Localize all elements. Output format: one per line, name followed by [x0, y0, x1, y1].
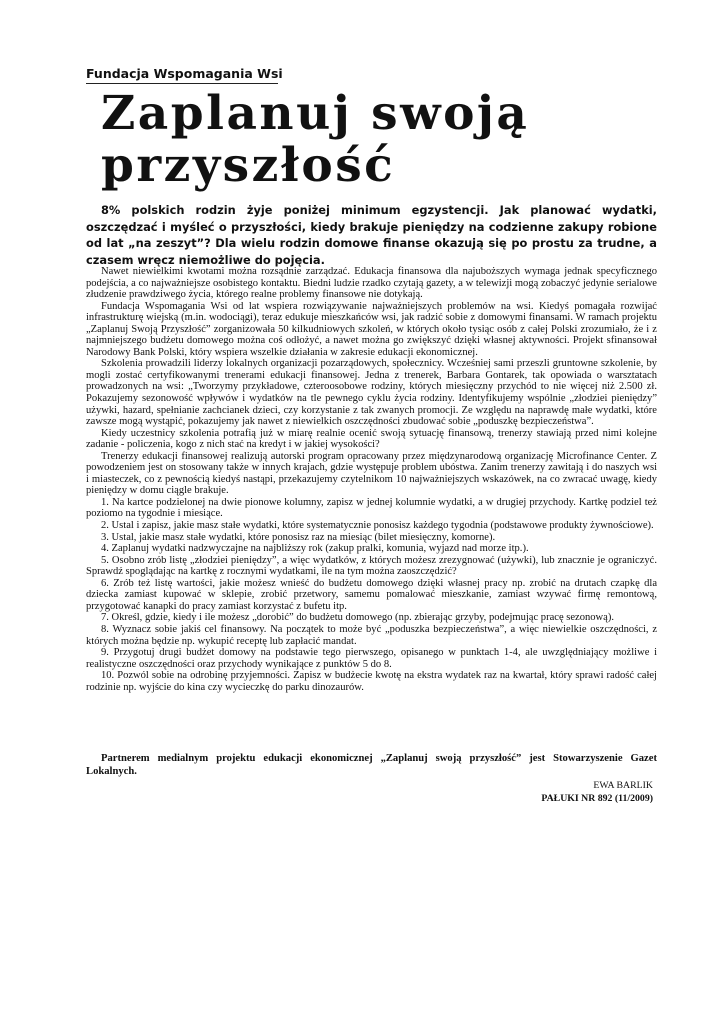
title-line-1: Zaplanuj swoją — [101, 86, 530, 141]
body-paragraph: Fundacja Wspomagania Wsi od lat wspiera rozwiązywanie najważniejszych problemów na wsi. Kiedyś pomagała rozwijać infrastrukturę wiejską (m.in. wodociągi), teraz edukuje mieszkańców wsi, jak radzić sobie z domowymi finansami. W ramach projektu „Zaplanuj Swoją Przyszłość” zorganizowała 50 kilkudniowych szkoleń, w których około tysiąc osób z całej Polski zrozumiało, że i z najmniejszego budżetu domowego można coś odłożyć, a nawet można go zwiększyć dzięki własnej aktywności. Projekt sfinansował Narodowy Bank Polski, który wspiera wszelkie działania w zakresie edukacji ekonomicznej. — [86, 300, 657, 358]
tip-item: 10. Pozwól sobie na odrobinę przyjemności. Zapisz w budżecie kwotę na ekstra wydatek raz na kwartał, który sprawi radość całej rodzinie np. wyjście do kina czy wycieczkę do parku dinozaurów. — [86, 670, 657, 693]
tip-item: 4. Zaplanuj wydatki nadzwyczajne na najbliższy rok (zakup pralki, komunia, wyjazd nad morze itp.). — [101, 543, 529, 555]
tip-item: 2. Ustal i zapisz, jakie masz stałe wydatki, które systematycznie ponosisz każdego tygodnia (podstawowe produkty żywnościowe). — [101, 520, 654, 532]
tip-item: 7. Określ, gdzie, kiedy i ile możesz „dorobić” do budżetu domowego (np. zbierając grzyby, podejmując pracę sezonową). — [101, 612, 614, 624]
body-paragraph: Szkolenia prowadzili liderzy lokalnych organizacji pozarządowych, społecznicy. Wcześniej sami przeszli gruntowne szkolenie, by mogli zostać certyfikowanymi trenerami edukacji finansowej. Jedna z trenerek, Barbara Gontarek, tak opowiada o warsztatach prowadzonych na wsi: „Tworzymy przykładowe, czteroosobowe rodziny, których miesięczny przychód to nie więcej niż 2.500 zł. Pokazujemy sezonowość wpływów i wydatków na tle pewnego cyklu życia rodziny. Identyfikujemy wspólnie „złodziei pieniędzy” używki, hazard, spełnianie zachcianek dzieci, czy korzystanie z tak zwanych promocji. Ze względu na naprawdę małe wydatki, które zawsze mogą wystąpić, pokazujemy jak nawet z niewielkich oszczędności zbudować sobie „poduszkę bezpieczeństwa”. — [86, 358, 657, 428]
tip-item: 5. Osobno zrób listę „złodziei pieniędzy”, a więc wydatków, z których możesz zrezygnować (używki), lub znacznie je ograniczyć. Sprawdź spoglądając na kartkę z rocznymi wydatkami, ile na tym można zaoszczędzić? — [86, 554, 657, 578]
article-title — [101, 88, 529, 192]
article-body — [86, 266, 657, 693]
tip-item: 8. Wyznacz sobie jakiś cel finansowy. Na początek to może być „poduszka bezpieczeństwa”, a więc niewielkie oszczędności, z których można będzie np. wykupić receptę lub zapłacić mandat. — [86, 623, 657, 647]
publisher-kicker: Fundacja Wspomagania Wsi — [86, 66, 278, 84]
body-paragraph: Nawet niewielkimi kwotami można rozsądnie zarządzać. Edukacja finansowa dla najuboższych wymaga jednak specyficznego podejścia, a co najważniejsze osobistego kontaktu. Biedni ludzie rzadko czytają gazety, a w telewizji mogą zobaczyć jedynie serialowe złudzenie prawdziwego życia, którego realne problemy finansowe nie dotykają. — [86, 266, 657, 301]
source-issue: PAŁUKI NR 892 (11/2009) — [541, 792, 653, 804]
signature — [541, 780, 653, 805]
tip-item: 9. Przygotuj drugi budżet domowy na podstawie tego pierwszego, opisanego w punktach 1-4, ale uwzględniający możliwe i realistyczne oszczędności oraz przychody wynikające z punktów 5 do 8. — [86, 647, 657, 670]
author-name: EWA BARLIK — [593, 780, 653, 791]
tip-item: 3. Ustal, jakie masz stałe wydatki, które ponosisz raz na miesiąc (bilet miesięczny, komorne). — [101, 531, 496, 543]
media-partner-note: Partnerem medialnym projektu edukacji ekonomicznej „Zaplanuj swoją przyszłość” jest Stowarzyszenie Gazet Lokalnych. — [86, 753, 657, 777]
lead-paragraph: 8% polskich rodzin żyje poniżej minimum egzystencji. Jak planować wydatki, oszczędzać i myśleć o przyszłości, kiedy brakuje pieniędzy na codzienne zakupy robione od lat „na zeszyt”? Dla wielu rodzin domowe finanse okazują się po prostu za trudne, a czasem wręcz niemożliwe do pojęcia. — [86, 203, 657, 267]
body-paragraph: Trenerzy edukacji finansowej realizują autorski program opracowany przez międzynarodową organizację Microfinance Center. Z powodzeniem jest on stosowany także w innych krajach, gdzie występuje problem ubóstwa. Zanim trenerzy zawitają i do naszych wsi i miasteczek, co z pewnością kiedyś nastąpi, przekazujemy czytelnikom 10 najważniejszych wskazówek, na co zwracać uwagę, kiedy pieniędzy w domu ciągle brakuje. — [86, 450, 657, 497]
body-paragraph: Kiedy uczestnicy szkolenia potrafią już w miarę realnie ocenić swoją sytuację finansową, trenerzy stawiają przed nimi kolejne zadanie - policzenia, kogo z nich stać na kredyt i w jakiej wysokości? — [86, 427, 657, 451]
tip-item: 1. Na kartce podzielonej na dwie pionowe kolumny, zapisz w jednej kolumnie wydatki, a w drugiej przychody. Kartkę podziel też poziomo na tygodnie i miesiące. — [86, 496, 657, 520]
title-line-2: przyszłość — [101, 138, 396, 193]
tip-item: 6. Zrób też listę wartości, jakie możesz wnieść do budżetu domowego dzięki własnej pracy np. zrobić na drutach czapkę dla dziecka zamiast kupować w sklepie, zrobić przetwory, samemu pomalować mieszkanie, zamiast wzywać firmę remontową, przygotować kanapki do pracy zamiast korzystać z bufetu itp. — [86, 577, 657, 612]
